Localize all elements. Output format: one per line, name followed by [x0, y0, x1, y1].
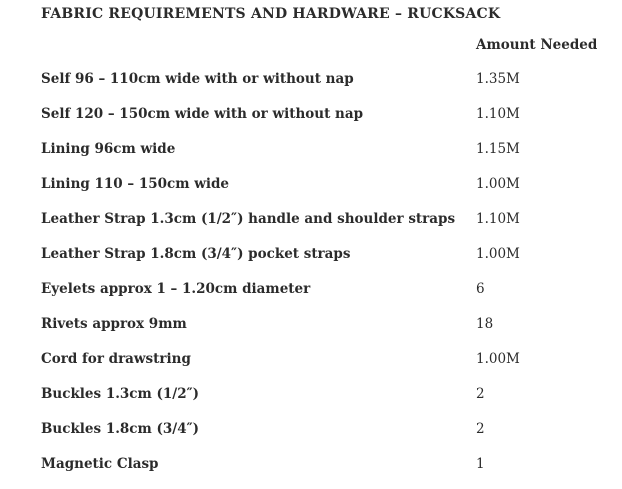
- amount-column-header: Amount Needed: [476, 37, 598, 53]
- item-amount: 1: [476, 456, 485, 472]
- item-label: Magnetic Clasp: [41, 456, 159, 472]
- table-row: [41, 174, 601, 209]
- item-amount: 1.10M: [476, 106, 520, 122]
- item-amount: 6: [476, 281, 485, 297]
- table-row: [41, 104, 601, 139]
- table-row: [41, 244, 601, 279]
- item-label: Rivets approx 9mm: [41, 316, 187, 332]
- item-amount: 1.15M: [476, 141, 520, 157]
- table-row: [41, 139, 601, 174]
- item-amount: 2: [476, 421, 485, 437]
- item-label: Leather Strap 1.8cm (3/4″) pocket straps: [41, 246, 351, 262]
- table-row: [41, 384, 601, 419]
- item-label: Buckles 1.8cm (3/4″): [41, 421, 200, 437]
- table-row: [41, 314, 601, 349]
- item-amount: 1.00M: [476, 246, 520, 262]
- item-label: Lining 96cm wide: [41, 141, 176, 157]
- table-row: [41, 454, 601, 489]
- item-label: Lining 110 – 150cm wide: [41, 176, 230, 192]
- item-amount: 1.10M: [476, 211, 520, 227]
- item-label: Cord for drawstring: [41, 351, 191, 367]
- item-amount: 2: [476, 386, 485, 402]
- table-row: [41, 69, 601, 104]
- item-label: Eyelets approx 1 – 1.20cm diameter: [41, 281, 311, 297]
- table-row: [41, 279, 601, 314]
- item-label: Buckles 1.3cm (1/2″): [41, 386, 200, 402]
- item-label: Self 120 – 150cm wide with or without nap: [41, 106, 364, 122]
- item-amount: 1.35M: [476, 71, 520, 87]
- item-label: Leather Strap 1.3cm (1/2″) handle and shoulder straps: [41, 211, 456, 227]
- page-title: FABRIC REQUIREMENTS AND HARDWARE – RUCKSACK: [41, 6, 501, 22]
- item-amount: 1.00M: [476, 351, 520, 367]
- item-label: Self 96 – 110cm wide with or without nap: [41, 71, 354, 87]
- requirements-table: [41, 69, 601, 489]
- table-row: [41, 349, 601, 384]
- table-row: [41, 209, 601, 244]
- table-row: [41, 419, 601, 454]
- item-amount: 18: [476, 316, 494, 332]
- item-amount: 1.00M: [476, 176, 520, 192]
